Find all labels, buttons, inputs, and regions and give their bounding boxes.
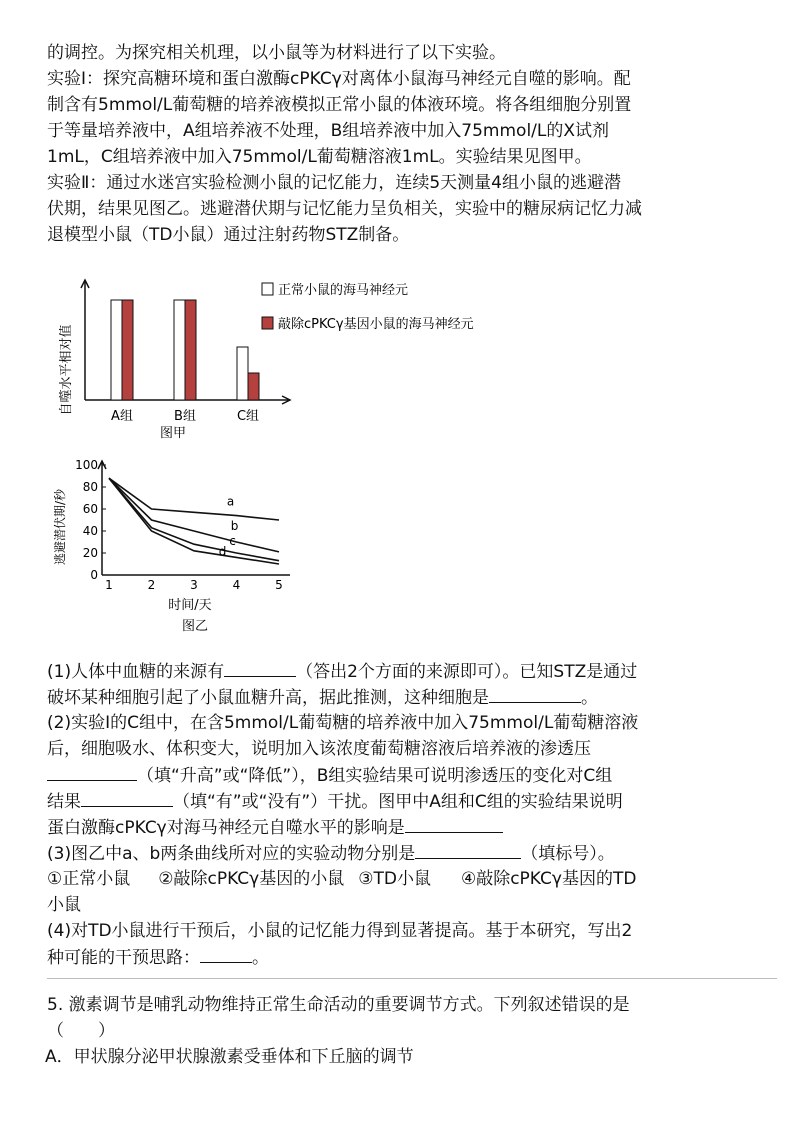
series-line-d [109,478,279,564]
bar [111,300,122,400]
q2-line [47,762,747,788]
intro-paragraph [47,40,747,248]
legend-swatch [262,283,273,295]
q3-options-line [47,866,747,892]
series-line-a [109,478,279,520]
q3-options-line: 小鼠 [47,895,81,915]
answer-blank[interactable] [415,840,521,859]
intro-line: 退模型小鼠（TD小鼠）通过注射药物STZ制备。 [47,225,410,245]
x-tick-label: 1 [105,578,113,592]
legend-label: 敲除cPKCγ基因小鼠的海马神经元 [278,317,474,332]
x-tick-label: 2 [147,578,156,592]
y-tick-label: 100 [75,458,98,472]
legend-label: 正常小鼠的海马神经元 [278,283,409,298]
option-1: ①正常小鼠 [47,869,131,889]
questions-block [47,658,747,970]
q3-text: (3)图乙中a、b两条曲线所对应的实验动物分别是 [47,844,416,864]
category-label: B组 [174,409,196,424]
y-tick-label: 80 [82,480,98,494]
intro-line: 1mL，C组培养液中加入75mmol/L葡萄糖溶液1mL。实验结果见图甲。 [47,147,592,167]
figure-jia-caption: 图甲 [159,426,187,441]
q3-text: （填标号）。 [521,844,615,864]
q2-line [47,814,747,840]
bar [237,347,248,400]
y-tick-label: 40 [82,524,98,538]
answer-blank[interactable] [81,788,173,807]
section-divider [47,978,777,979]
q2-text: （填“有”或“没有”）干扰。图甲中A组和C组的实验结果说明 [173,792,623,812]
answer-blank[interactable] [224,658,296,677]
ylabel-yi: 逃避潜伏期/秒 [53,488,67,566]
series-label: a [226,494,235,509]
answer-blank[interactable] [200,944,252,963]
q2-text: 结果 [47,792,81,812]
option-3: ③TD小鼠 [358,869,431,889]
ylabel-jia: 自噬水平相对值 [59,324,74,416]
series-label: b [230,519,239,533]
q4-text: 种可能的干预思路： [47,948,200,968]
q2-text: 蛋白激酶cPKCγ对海马神经元自噬水平的影响是 [47,818,405,838]
q2-line [47,788,747,814]
q5-option-a: A．甲状腺分泌甲状腺激素受垂体和下丘脑的调节 [45,1047,414,1067]
q2-text: （填“升高”或“降低”），B组实验结果可说明渗透压的变化对C组 [137,766,613,786]
series-line-b [109,478,279,552]
q1-text: 。 [581,688,598,708]
q5-stem: 5. 激素调节是哺乳动物维持正常生命活动的重要调节方式。下列叙述错误的是 [47,995,630,1015]
q1-line [47,658,747,684]
q1-text: (1)人体中血糖的来源有 [47,662,225,682]
x-tick-label: 5 [275,578,283,592]
x-tick-label: 3 [190,578,198,592]
option-2: ②敲除cPKCγ基因的小鼠 [158,869,345,889]
option-4: ④敲除cPKCγ基因的TD [460,869,637,889]
bar [248,373,259,400]
bar [122,300,133,400]
question-5 [47,992,767,1070]
q1-text: （答出2个方面的来源即可）。已知STZ是通过 [296,662,638,682]
intro-line: 制含有5mmol/L葡萄糖的培养液模拟正常小鼠的体液环境。将各组细胞分别置 [47,95,632,115]
q2-line: (2)实验Ⅰ的C组中，在含5mmol/L葡萄糖的培养液中加入75mmol/L葡萄糖溶液 [47,713,639,733]
figure-jia-bar-chart [50,270,550,450]
q5-paren: （ ） [47,1021,115,1041]
y-tick-label: 20 [82,546,98,560]
series-line-c [109,478,279,561]
x-tick-label: 4 [232,578,241,592]
answer-blank[interactable] [47,762,137,781]
category-label: C组 [236,409,260,424]
intro-line: 实验Ⅱ：通过水迷宫实验检测小鼠的记忆能力，连续5天测量4组小鼠的逃避潜 [47,173,621,193]
series-label: d [218,544,227,559]
q4-text: 。 [252,948,269,968]
q3-line [47,840,747,866]
q1-line [47,684,747,710]
bar [185,300,196,400]
y-tick-label: 0 [90,568,98,582]
figure-yi-caption: 图乙 [181,619,209,634]
q2-line: 后，细胞吸水、体积变大，说明加入该浓度葡萄糖溶液后培养液的渗透压 [47,739,591,759]
y-tick-label: 60 [82,502,98,516]
intro-line: 伏期，结果见图乙。逃避潜伏期与记忆能力呈负相关，实验中的糖尿病记忆力减 [47,199,642,219]
legend-swatch [262,317,273,329]
figure-yi-line-chart [50,455,310,645]
answer-blank[interactable] [405,814,503,833]
intro-line: 的调控。为探究相关机理，以小鼠等为材料进行了以下实验。 [47,43,506,63]
xlabel-yi: 时间/天 [168,598,212,613]
category-label: A组 [111,409,133,424]
intro-line: 实验Ⅰ：探究高糖环境和蛋白激酶cPKCγ对离体小鼠海马神经元自噬的影响。配 [47,69,631,89]
series-label: c [229,534,236,548]
bar [174,300,185,400]
intro-line: 于等量培养液中，A组培养液不处理，B组培养液中加入75mmol/L的X试剂 [47,121,610,141]
q4-line [47,944,747,970]
answer-blank[interactable] [489,684,581,703]
q4-line: (4)对TD小鼠进行干预后，小鼠的记忆能力得到显著提高。基于本研究，写出2 [47,921,633,941]
q1-text: 破坏某种细胞引起了小鼠血糖升高，据此推测，这种细胞是 [47,688,489,708]
